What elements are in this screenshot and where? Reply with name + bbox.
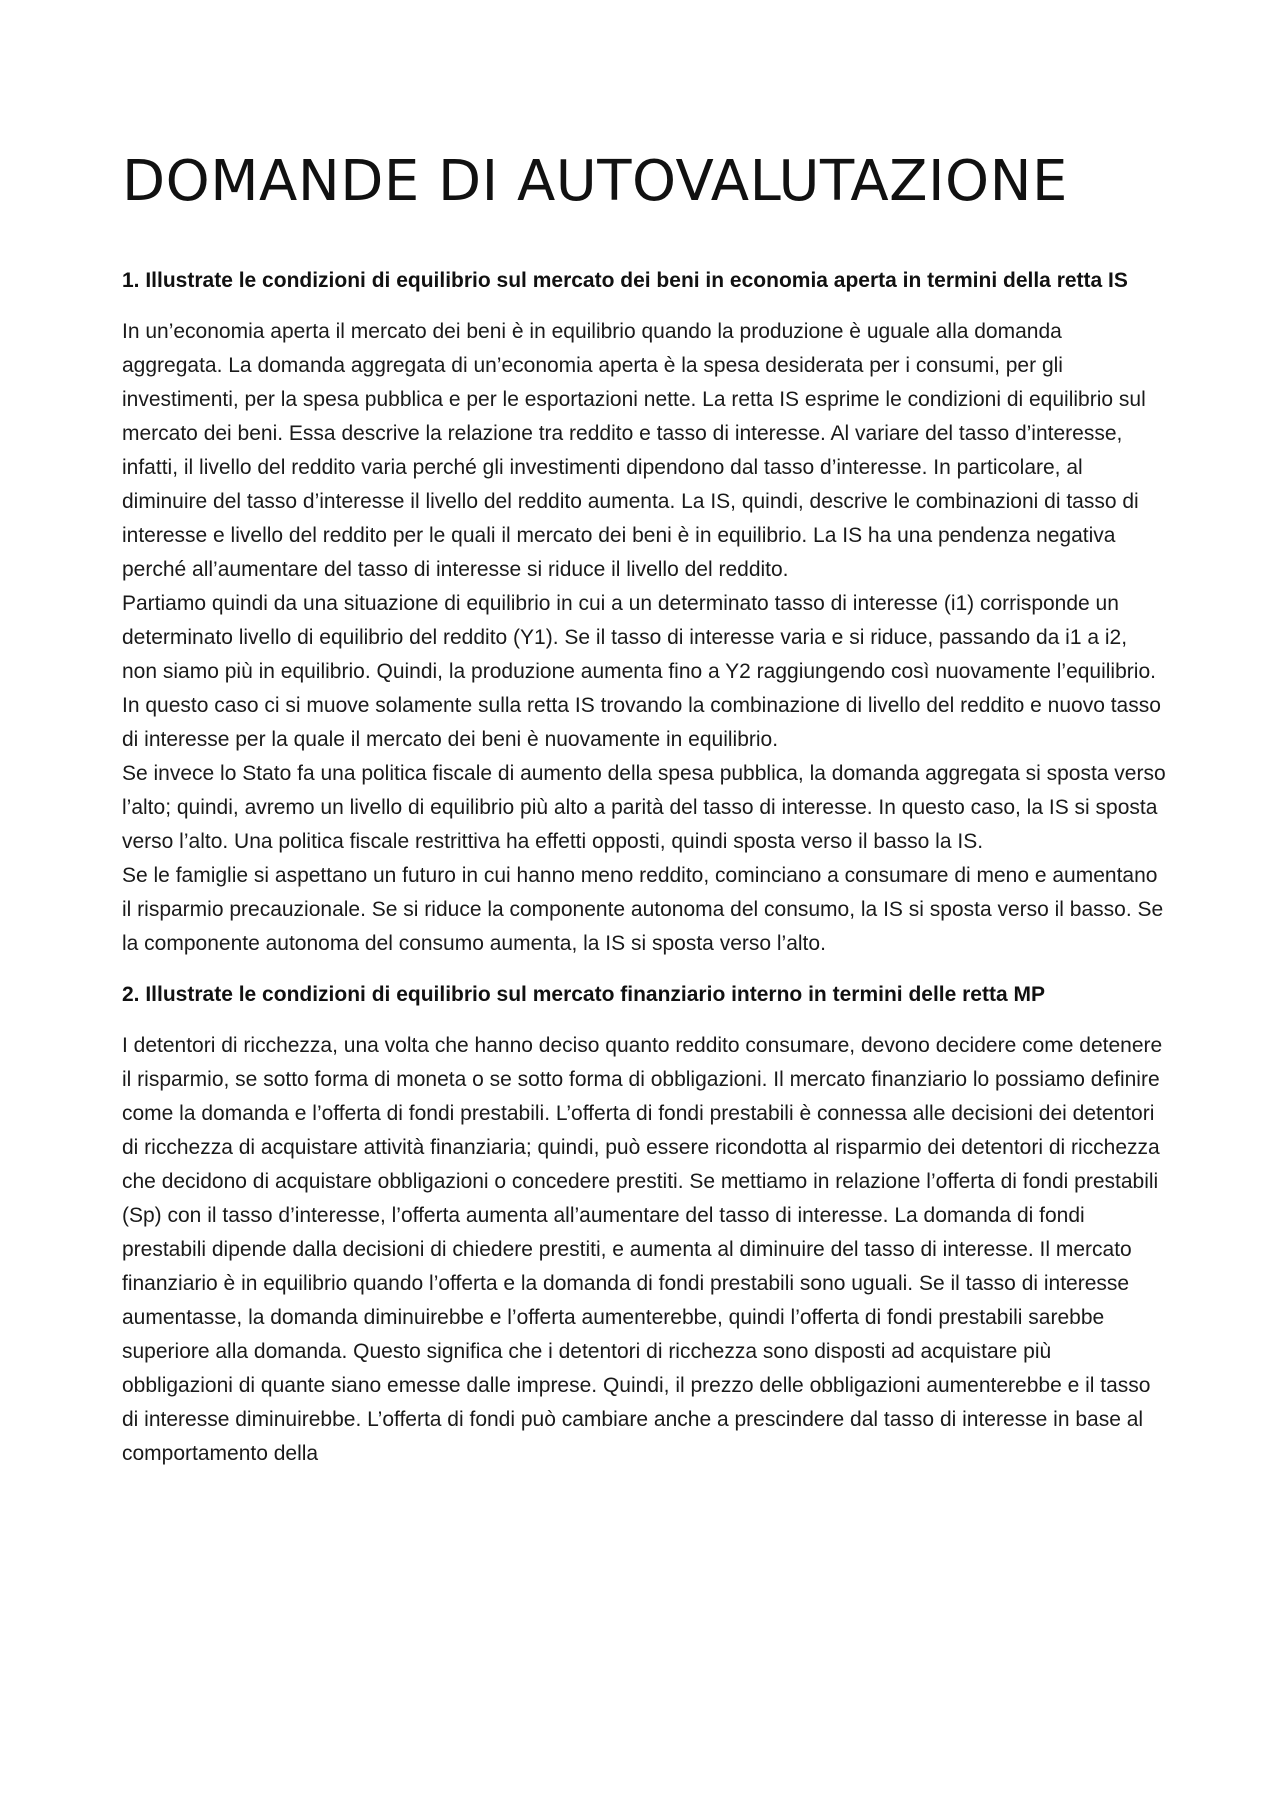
answer-1-paragraph-3: Se invece lo Stato fa una politica fiscale di aumento della spesa pubblica, la domanda aggregata si sposta verso l’alto; quindi, avremo un livello di equilibrio più alto a parità del tasso di interesse. In questo caso, la IS si sposta verso l’alto. Una politica fiscale restrittiva ha effetti opposti, quindi sposta verso il basso la IS. (122, 762, 1166, 854)
answer-1-paragraph-4: Se le famiglie si aspettano un futuro in cui hanno meno reddito, cominciano a consumare di meno e aumentano il risparmio precauzionale. Se si riduce la componente autonoma del consumo, la IS si sposta verso il basso. Se la componente autonoma del consumo aumenta, la IS si sposta verso l’alto. (122, 864, 1164, 956)
document-title: DOMANDE DI AUTOVALUTAZIONE (122, 149, 1068, 214)
answer-1-paragraph-1: In un’economia aperta il mercato dei beni è in equilibrio quando la produzione è uguale alla domanda aggregata. La domanda aggregata di un’economia aperta è la spesa desiderata per i consumi, per gli investimenti, per la spesa pubblica e per le esportazioni nette. La retta IS esprime le condizioni di equilibrio sul mercato dei beni. Essa descrive la relazione tra reddito e tasso di interesse. Al variare del tasso d’interesse, infatti, il livello del reddito varia perché gli investimenti dipendono dal tasso d’interesse. In particolare, al diminuire del tasso d’interesse il livello del reddito aumenta. La IS, quindi, descrive le combinazioni di tasso di interesse e livello del reddito per le quali il mercato dei beni è in equilibrio. La IS ha una pendenza negativa perché all’aumentare del tasso di interesse si riduce il livello del reddito. (122, 320, 1146, 582)
answer-1-paragraph-2: Partiamo quindi da una situazione di equilibrio in cui a un determinato tasso di interesse (i1) corrisponde un determinato livello di equilibrio del reddito (Y1). Se il tasso di interesse varia e si riduce, passando da i1 a i2, non siamo più in equilibrio. Quindi, la produzione aumenta fino a Y2 raggiungendo così nuovamente l’equilibrio. In questo caso ci si muove solamente sulla retta IS trovando la combinazione di livello del reddito e nuovo tasso di interesse per la quale il mercato dei beni è nuovamente in equilibrio. (122, 592, 1161, 752)
section-2 (122, 978, 1167, 1471)
answer-1 (122, 315, 1167, 961)
answer-2 (122, 1029, 1167, 1471)
question-1-heading: 1. Illustrate le condizioni di equilibrio sul mercato dei beni in economia aperta in termini della retta IS (122, 269, 1128, 293)
answer-2-paragraph-1: I detentori di ricchezza, una volta che hanno deciso quanto reddito consumare, devono decidere come detenere il risparmio, se sotto forma di moneta o se sotto forma di obbligazioni. Il mercato finanziario lo possiamo definire come la domanda e l’offerta di fondi prestabili. L’offerta di fondi prestabili è connessa alle decisioni dei detentori di ricchezza di acquistare attività finanziaria; quindi, può essere ricondotta al risparmio dei detentori di ricchezza che decidono di acquistare obbligazioni o concedere prestiti. Se mettiamo in relazione l’offerta di fondi prestabili (Sp) con il tasso d’interesse, l’offerta aumenta all’aumentare del tasso di interesse. La domanda di fondi prestabili dipende dalla decisioni di chiedere prestiti, e aumenta al diminuire del tasso di interesse. Il mercato finanziario è in equilibrio quando l’offerta e la domanda di fondi prestabili sono uguali. Se il tasso di interesse aumentasse, la domanda diminuirebbe e l’offerta aumenterebbe, quindi l’offerta di fondi prestabili sarebbe superiore alla domanda. Questo significa che i detentori di ricchezza sono disposti ad acquistare più obbligazioni di quante siano emesse dalle imprese. Quindi, il prezzo delle obbligazioni aumenterebbe e il tasso di interesse diminuirebbe. L’offerta di fondi può cambiare anche a prescindere dal tasso di interesse in base al comportamento della (122, 1034, 1163, 1466)
document-page (122, 150, 1167, 1488)
question-2-heading: 2. Illustrate le condizioni di equilibrio sul mercato finanziario interno in termini delle retta MP (122, 983, 1045, 1007)
section-1 (122, 264, 1167, 961)
